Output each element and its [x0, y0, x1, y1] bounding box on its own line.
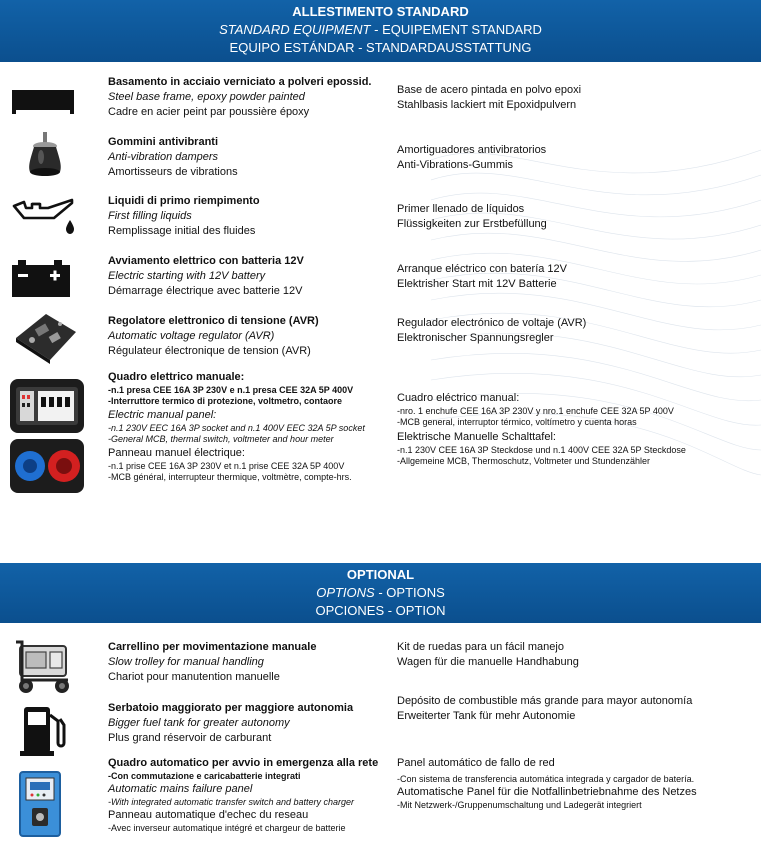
item-fr: Régulateur électronique de tension (AVR): [108, 345, 311, 357]
panel-fr-detail: -n.1 prise CEE 16A 3P 230V et n.1 prise CEE 32A 5P 400V: [108, 461, 345, 471]
standard-title: ALLESTIMENTO STANDARD: [292, 4, 469, 19]
item-fr: Plus grand réservoir de carburant: [108, 732, 272, 744]
item-en: Slow trolley for manual handling: [108, 656, 264, 668]
panel-it-detail: -Interruttore termico di protezione, voltmetro, contaore: [108, 396, 343, 406]
auto-panel-de-detail: -Mit Netzwerk-/Gruppenumschaltung und Ladegerät integriert: [397, 800, 642, 810]
optional-subtitle-en-fr: OPTIONS - OPTIONS: [316, 585, 445, 600]
item-it: Avviamento elettrico con batteria 12V: [108, 255, 304, 267]
list-item: [0, 756, 761, 842]
item-it: Liquidi di primo riempimento: [108, 195, 260, 207]
list-item: [0, 695, 761, 757]
item-de: Elektrisher Start mit 12V Batterie: [397, 278, 557, 290]
panel-de-detail: -n.1 230V CEE 16A 3P Steckdose und n.1 400V CEE 32A 5P Steckdose: [397, 445, 686, 455]
auto-panel-es-detail: -Con sistema de transferencia automática integrada y cargador de batería.: [397, 774, 695, 784]
item-de: Wagen für die manuelle Handhabung: [397, 656, 579, 668]
auto-panel-it-detail: -Con commutazione e caricabatterie integrati: [108, 771, 301, 781]
item-en: Electric starting with 12V battery: [108, 270, 266, 282]
fuel-pump-icon: [10, 703, 80, 759]
panel-en-detail: -n.1 230V EEC 16A 3P socket and n.1 400V EEC 32A 5P socket: [108, 423, 365, 433]
panel-es-title: Cuadro eléctrico manual:: [397, 392, 520, 404]
item-en: Anti-vibration dampers: [108, 151, 219, 163]
item-es: Primer llenado de líquidos: [397, 203, 525, 215]
item-it: Gommini antivibranti: [108, 136, 219, 148]
panel-en-title: Electric manual panel:: [108, 409, 217, 421]
steel-base-frame-icon: [10, 77, 80, 129]
item-de: Stahlbasis lackiert mit Epoxidpulvern: [397, 99, 577, 111]
item-fr: Chariot pour manutention manuelle: [108, 671, 280, 683]
panel-fr-title: Panneau manuel électrique:: [108, 447, 245, 459]
item-es: Depósito de combustible más grande para mayor autonomía: [397, 695, 693, 707]
list-item: [0, 194, 761, 246]
panel-it-title: Quadro elettrico manuale:: [108, 371, 245, 383]
list-item: [0, 314, 761, 370]
auto-panel-es: Panel automático de fallo de red: [397, 757, 555, 769]
item-de: Erweiterter Tank für mehr Autonomie: [397, 710, 576, 722]
list-item: [0, 135, 761, 187]
item-fr: Amortisseurs de vibrations: [108, 166, 238, 178]
item-it: Regolatore elettronico di tensione (AVR): [108, 315, 319, 327]
item-it: Carrellino per movimentazione manuale: [108, 641, 317, 653]
item-es: Amortiguadores antivibratorios: [397, 144, 547, 156]
auto-panel-fr-detail: -Avec inverseur automatique intégré et chargeur de batterie: [108, 823, 346, 833]
item-fr: Démarrage électrique avec batterie 12V: [108, 285, 303, 297]
item-en: First filling liquids: [108, 210, 192, 222]
item-de: Elektronischer Spannungsregler: [397, 332, 554, 344]
item-de: Flüssigkeiten zur Erstbefüllung: [397, 218, 547, 230]
standard-subtitle-es-de: EQUIPO ESTÁNDAR - STANDARDAUSSTATTUNG: [229, 40, 532, 55]
panel-en-detail: -General MCB, thermal switch, voltmeter and hour meter: [108, 434, 334, 444]
item-es: Regulador electrónico de voltaje (AVR): [397, 317, 587, 329]
panel-es-detail: -nro. 1 enchufe CEE 16A 3P 230V y nro.1 enchufe CEE 32A 5P 400V: [397, 406, 674, 416]
item-es: Base de acero pintada en polvo epoxi: [397, 84, 582, 96]
panel-es-detail: -MCB general, interruptor térmico, voltímetro y cuenta horas: [397, 417, 637, 427]
item-fr: Cadre en acier peint par poussière époxy: [108, 106, 310, 118]
standard-equipment-header: [0, 0, 761, 62]
auto-panel-en-detail: -With integrated automatic transfer switch and battery charger: [108, 797, 355, 807]
manual-electric-panel-icon: [8, 377, 88, 495]
optional-subtitle-es-fr: OPCIONES - OPTION: [315, 603, 446, 618]
panel-fr-detail: -MCB général, interrupteur thermique, voltmètre, compte-hrs.: [108, 472, 352, 482]
auto-panel-fr: Panneau automatique d'echec du reseau: [108, 809, 309, 821]
item-es: Kit de ruedas para un fácil manejo: [397, 641, 564, 653]
list-item: [0, 640, 761, 696]
item-it: Serbatoio maggiorato per maggiore autonomia: [108, 702, 354, 714]
panel-de-detail: -Allgemeine MCB, Thermoschutz, Voltmeter und Stundenzähler: [397, 456, 650, 466]
item-it: Basamento in acciaio verniciato a polveri epossid.: [108, 76, 372, 88]
auto-panel-de: Automatische Panel für die Notfallinbetriebnahme des Netzes: [397, 786, 697, 798]
auto-panel-it: Quadro automatico per avvio in emergenza alla rete: [108, 757, 379, 769]
oil-can-icon: [10, 192, 80, 244]
list-item: [0, 75, 761, 127]
optional-header: [0, 563, 761, 623]
item-fr: Remplissage initial des fluides: [108, 225, 256, 237]
item-en: Automatic voltage regulator (AVR): [108, 330, 275, 342]
auto-panel-en: Automatic mains failure panel: [108, 783, 253, 795]
item-es: Arranque eléctrico con batería 12V: [397, 263, 567, 275]
optional-title: OPTIONAL: [346, 567, 415, 582]
item-en: Steel base frame, epoxy powder painted: [108, 91, 305, 103]
automatic-panel-icon: [18, 770, 62, 838]
standard-subtitle-en-fr: STANDARD EQUIPMENT - EQUIPEMENT STANDARD: [219, 22, 542, 37]
panel-it-detail: -n.1 presa CEE 16A 3P 230V e n.1 presa CEE 32A 5P 400V: [108, 385, 354, 395]
list-item: [0, 371, 761, 501]
anti-vibration-damper-icon: [10, 130, 80, 182]
item-en: Bigger fuel tank for greater autonomy: [108, 717, 290, 729]
list-item: [0, 254, 761, 306]
item-de: Anti-Vibrations-Gummis: [397, 159, 513, 171]
battery-icon: [10, 252, 80, 304]
panel-de-title: Elektrische Manuelle Schalttafel:: [397, 431, 556, 443]
trolley-icon: [10, 636, 80, 696]
avr-board-icon: [10, 308, 80, 366]
